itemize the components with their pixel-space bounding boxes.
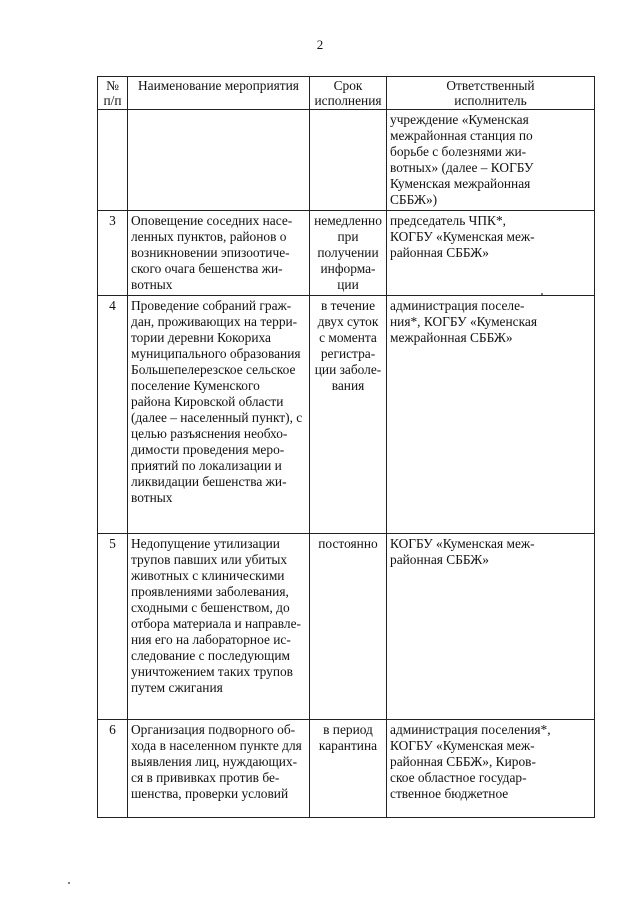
responsible-line: Куменская межрайонная bbox=[390, 176, 531, 191]
header-name-line: Наименование мероприятия bbox=[138, 78, 299, 93]
header-num bbox=[98, 77, 128, 110]
responsible-line: районная СББЖ» bbox=[390, 552, 489, 567]
deadline-line: немедленно bbox=[314, 213, 382, 228]
measure-name-line: Недопущение утилизации bbox=[131, 536, 280, 551]
table-body bbox=[98, 110, 595, 818]
measure-name-line: уничтожением таких трупов bbox=[131, 664, 294, 679]
measure-name-line: Оповещение соседних насе- bbox=[131, 213, 293, 228]
page-number: 2 bbox=[316, 37, 324, 52]
measure-name-line: выявления лиц, нуждающих- bbox=[131, 754, 298, 769]
responsible-cell bbox=[387, 534, 595, 720]
row-number-cell: 4 bbox=[98, 296, 128, 534]
measure-name-line: отбора материала и направле- bbox=[131, 616, 302, 631]
measure-name-line: дан, проживающих на терри- bbox=[131, 314, 298, 329]
responsible-line: ское областное государ- bbox=[390, 770, 527, 785]
deadline-line: получении bbox=[317, 245, 379, 260]
table-header-row bbox=[98, 77, 595, 110]
header-num-line: п/п bbox=[103, 93, 122, 108]
deadline-line: в течение bbox=[320, 298, 376, 313]
header-responsible bbox=[387, 77, 595, 110]
responsible-line: ственное бюджетное bbox=[390, 786, 509, 801]
measure-name-line: целью разъяснения необхо- bbox=[131, 426, 288, 441]
deadline-cell bbox=[310, 720, 387, 818]
responsible-line: районная СББЖ» bbox=[390, 245, 489, 260]
responsible-line: учреждение «Куменская bbox=[390, 112, 529, 127]
measure-name-line: вотных bbox=[131, 490, 173, 505]
responsible-line: председатель ЧПК*, bbox=[390, 213, 507, 228]
header-term bbox=[310, 77, 387, 110]
responsible-line: администрация поселения*, bbox=[390, 722, 551, 737]
deadline-cell bbox=[310, 296, 387, 534]
responsible-line: вотных» (далее – КОГБУ bbox=[390, 160, 534, 175]
deadline-line: двух суток bbox=[317, 314, 379, 329]
responsible-line: КОГБУ «Куменская меж- bbox=[390, 229, 535, 244]
measure-name-line: животных с клиническими bbox=[131, 568, 285, 583]
measure-name-line: ленных пунктов, районов о bbox=[131, 229, 287, 244]
table-row bbox=[98, 296, 595, 534]
row-number-cell: 6 bbox=[98, 720, 128, 818]
responsible-line: администрация поселе- bbox=[390, 298, 525, 313]
measure-name-line: Проведение собраний граж- bbox=[131, 298, 292, 313]
measure-name-line: приятий по локализации и bbox=[131, 458, 282, 473]
responsible-line: межрайонная СББЖ» bbox=[390, 330, 513, 345]
deadline-line: карантина bbox=[318, 738, 378, 753]
responsible-cell bbox=[387, 296, 595, 534]
measure-name-line: сходными с бешенством, до bbox=[131, 600, 290, 615]
measure-name-cell bbox=[128, 720, 310, 818]
measure-name-line: путем сжигания bbox=[131, 680, 223, 695]
measure-name-cell bbox=[128, 296, 310, 534]
measure-name-line: трупов павших или убитых bbox=[131, 552, 288, 567]
measure-name-line: шенства, проверки условий bbox=[131, 786, 289, 801]
measure-name-line: поселение Куменского bbox=[131, 378, 260, 393]
deadline-line: постоянно bbox=[318, 536, 378, 551]
header-name bbox=[128, 77, 310, 110]
deadline-line: информа- bbox=[320, 261, 376, 276]
measures-table bbox=[97, 76, 595, 818]
measure-name-line: хода в населенном пункте для bbox=[131, 738, 302, 753]
measure-name-line: следование с последующим bbox=[131, 648, 290, 663]
table-row bbox=[98, 211, 595, 296]
header-responsible-line: Ответственный bbox=[446, 78, 535, 93]
header-term-line: Срок bbox=[333, 78, 363, 93]
responsible-line: КОГБУ «Куменская меж- bbox=[390, 536, 535, 551]
measure-name-line: ликвидации бешенства жи- bbox=[131, 474, 287, 489]
deadline-line: с момента bbox=[319, 330, 377, 345]
scan-speck bbox=[68, 882, 70, 884]
measure-name-line: проявлениями заболевания, bbox=[131, 584, 289, 599]
measure-name-line: (далее – населенный пункт), с bbox=[131, 410, 303, 425]
measure-name-line: Большепелерезское сельское bbox=[131, 362, 296, 377]
row-number-cell: 3 bbox=[98, 211, 128, 296]
header-num-line: № bbox=[106, 78, 119, 93]
responsible-cell bbox=[387, 720, 595, 818]
measure-name-line: района Кировской области bbox=[131, 394, 284, 409]
measure-name-line: тории деревни Кокориха bbox=[131, 330, 271, 345]
row-number-cell: 5 bbox=[98, 534, 128, 720]
deadline-line: при bbox=[337, 229, 359, 244]
deadline-line: ции bbox=[337, 277, 359, 292]
table-row bbox=[98, 110, 595, 211]
deadline-line: ции заболе- bbox=[314, 362, 382, 377]
measure-name-line: муниципального образования bbox=[131, 346, 301, 361]
responsible-line: межрайонная станция по bbox=[390, 128, 533, 143]
responsible-line: СББЖ») bbox=[390, 192, 438, 207]
measure-name-line: ся в прививках против бе- bbox=[131, 770, 280, 785]
responsible-line: КОГБУ «Куменская меж- bbox=[390, 738, 535, 753]
deadline-line: регистра- bbox=[320, 346, 376, 361]
header-responsible-line: исполнитель bbox=[454, 93, 527, 108]
scan-speck bbox=[541, 293, 543, 295]
deadline-line: вания bbox=[331, 378, 365, 393]
measure-name-cell bbox=[128, 110, 310, 211]
measure-name-line: ского очага бешенства жи- bbox=[131, 261, 283, 276]
responsible-line: районная СББЖ», Киров- bbox=[390, 754, 536, 769]
measure-name-line: вотных bbox=[131, 277, 173, 292]
deadline-cell bbox=[310, 534, 387, 720]
row-number-cell bbox=[98, 110, 128, 211]
measure-name-line: димости проведения меро- bbox=[131, 442, 285, 457]
deadline-cell bbox=[310, 211, 387, 296]
header-term-line: исполнения bbox=[314, 93, 382, 108]
responsible-line: ния*, КОГБУ «Куменская bbox=[390, 314, 538, 329]
measure-name-line: ния его на лабораторное ис- bbox=[131, 632, 291, 647]
measure-name-line: Организация подворного об- bbox=[131, 722, 296, 737]
measure-name-cell bbox=[128, 211, 310, 296]
table-row bbox=[98, 534, 595, 720]
responsible-cell bbox=[387, 110, 595, 211]
measure-name-cell bbox=[128, 534, 310, 720]
table-row bbox=[98, 720, 595, 818]
responsible-line: борьбе с болезнями жи- bbox=[390, 144, 527, 159]
deadline-cell bbox=[310, 110, 387, 211]
deadline-line: в период bbox=[323, 722, 373, 737]
measure-name-line: возникновении эпизоотиче- bbox=[131, 245, 290, 260]
responsible-cell bbox=[387, 211, 595, 296]
